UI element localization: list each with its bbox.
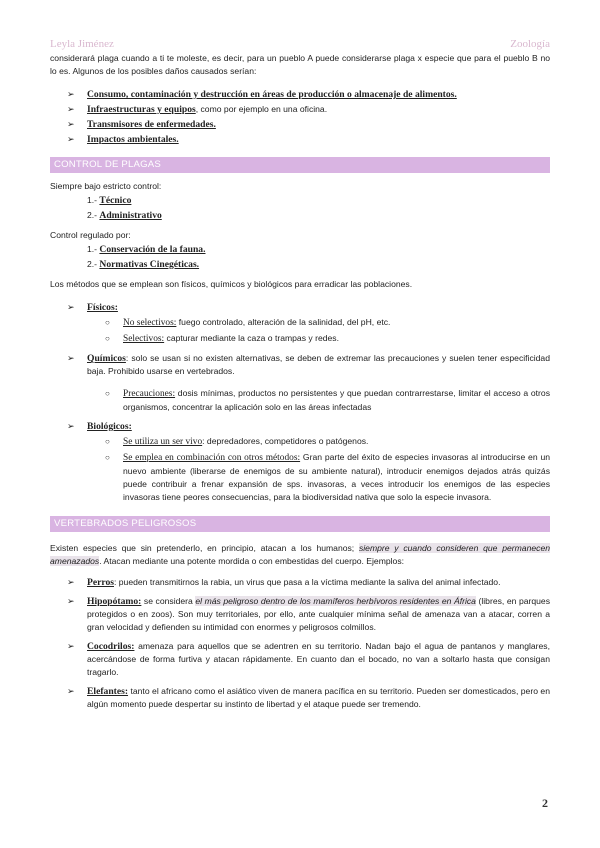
regulated-label: Control regulado por: xyxy=(50,230,131,240)
regulated-item: 1.- Conservación de la fauna. xyxy=(87,244,206,255)
circle-bullet-icon: ○ xyxy=(105,453,110,462)
regulated-item: 2.- Normativas Cinegéticas. xyxy=(87,259,200,270)
header-author: Leyla Jiménez xyxy=(50,38,114,50)
arrow-bullet-icon: ➢ xyxy=(67,421,75,431)
page-content xyxy=(50,52,550,713)
damages-list xyxy=(50,88,550,146)
page-number: 2 xyxy=(542,796,548,810)
vertebrado-item: ➢ Hipopótamo: se considera el más peligroso dentro de los mamíferos herbívoros residentes en África (libres, en parques protegidos o en zoos). Son muy territoriales, por ello, ante cualquier mínima señal de amenaza van a atacar, corren a gran velocidad y defienden su intimidad con enormes y peligrosos colmillos. xyxy=(67,596,550,632)
arrow-bullet-icon: ➢ xyxy=(67,89,75,99)
method-biologicos: ➢ Biológicos: xyxy=(67,421,132,432)
damage-item: ➢ Impactos ambientales. xyxy=(67,134,179,145)
arrow-bullet-icon: ➢ xyxy=(67,641,75,651)
arrow-bullet-icon: ➢ xyxy=(67,119,75,129)
circle-bullet-icon: ○ xyxy=(105,334,110,343)
damage-item: ➢ Infraestructuras y equipos, como por ejemplo en una oficina. xyxy=(67,104,328,115)
strict-item: 2.- Administrativo xyxy=(87,210,162,221)
section-heading-vertebrados: VERTEBRADOS PELIGROSOS xyxy=(50,516,550,532)
vertebrado-item: ➢ Perros: pueden transmitirnos la rabia, un virus que pasa a la víctima mediante la saliva del animal infectado. xyxy=(67,577,501,588)
intro-paragraph: considerará plaga cuando a ti te moleste, es decir, para un pueblo A puede considerarse plaga x especie que para el pueblo B no lo es. Algunos de los posibles daños causados serían: xyxy=(50,53,550,76)
arrow-bullet-icon: ➢ xyxy=(67,104,75,114)
fisicos-subitem: ○ No selectivos: fuego controlado, alteración de la salinidad, del pH, etc. xyxy=(105,317,391,328)
arrow-bullet-icon: ➢ xyxy=(67,686,75,696)
circle-bullet-icon: ○ xyxy=(105,389,110,398)
fisicos-subitem: ○ Selectivos: capturar mediante la caza o trampas y redes. xyxy=(105,333,339,344)
strict-label: Siempre bajo estricto control: xyxy=(50,181,162,191)
header-subject: Zoología xyxy=(510,38,550,50)
circle-bullet-icon: ○ xyxy=(105,318,110,327)
damage-item: ➢ Transmisores de enfermedades. xyxy=(67,119,216,130)
biologicos-subitem: ○ Se utiliza un ser vivo: depredadores, competidores o patógenos. xyxy=(105,436,369,447)
circle-bullet-icon: ○ xyxy=(105,437,110,446)
arrow-bullet-icon: ➢ xyxy=(67,577,75,587)
method-quimicos: ➢ Químicos: solo se usan si no existen alternativas, se deben de extremar las precauciones y suelen tener especificidad baja. Prohibido usarse en vertebrados. xyxy=(67,353,550,376)
arrow-bullet-icon: ➢ xyxy=(67,596,75,606)
biologicos-subitem: ○ Se emplea en combinación con otros métodos: Gran parte del éxito de especies invasoras al introducirse en un nuevo ambiente (liberarse de enemigos de su ambiente natural), introducir enemigos dejados atrás quizás puede contribuir a frenar expansión de sps. invasoras, a veces introducir los enemigos de las especies invasoras tiene peores consecuencias, para la biodiversidad nativa que solo la especie invasora. xyxy=(105,452,551,502)
method-fisicos: ➢ Físicos: xyxy=(67,302,118,313)
vertebrado-item: ➢ Cocodrilos: amenaza para aquellos que se adentren en su territorio. Nadan bajo el agua de pantanos y manglares, acercándose de forma furtiva y atacan rápidamente. En cuanto dan el bocado, no van a soltarlo hasta que consigan tragarlo. xyxy=(67,641,550,677)
quimicos-subitem: ○ Precauciones: dosis mínimas, productos no persistentes y que puedan contrarrestarse, limitar el acceso a otros organismos, concentrar la aplicación solo en las áreas infectadas xyxy=(105,388,550,412)
damage-item: ➢ Consumo, contaminación y destrucción en áreas de producción o almacenaje de alimentos. xyxy=(67,89,457,100)
vertebrados-intro: Existen especies que sin pretenderlo, en principio, atacan a los humanos; siempre y cuando consideren que permanecen amenazados. Atacan mediante una potente mordida o con embestidas del cuerpo. Ejemplos: xyxy=(50,543,551,566)
strict-item: 1.- Técnico xyxy=(87,195,132,206)
arrow-bullet-icon: ➢ xyxy=(67,134,75,144)
vertebrado-item: ➢ Elefantes: tanto el africano como el asiático viven de manera pacífica en su territorio. Pueden ser domesticados, pero en algún momento puede despertar su instinto de libertad y el ataque puede ser tremendo. xyxy=(67,686,550,709)
methods-paragraph: Los métodos que se emplean son físicos, químicos y biológicos para erradicar las poblaciones. xyxy=(50,279,413,289)
arrow-bullet-icon: ➢ xyxy=(67,302,75,312)
arrow-bullet-icon: ➢ xyxy=(67,353,75,363)
section-heading-control: CONTROL DE PLAGAS xyxy=(50,157,550,173)
